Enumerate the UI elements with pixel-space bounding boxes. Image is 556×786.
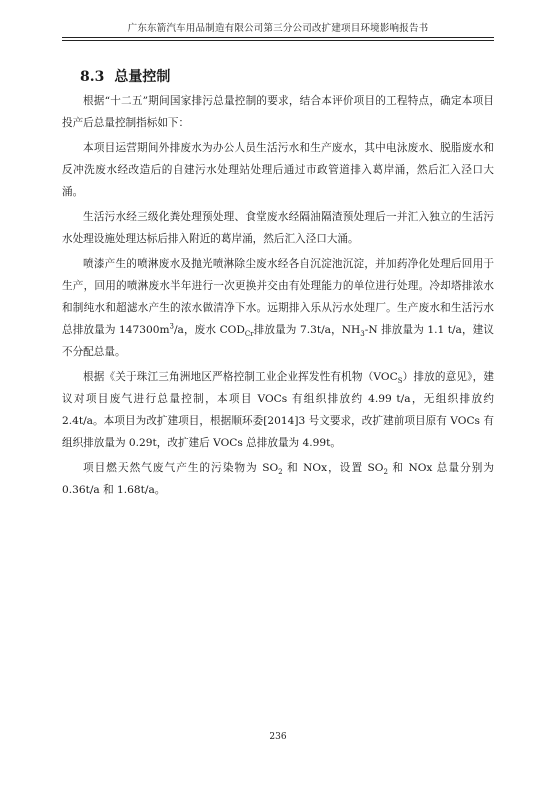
section-number: 8.3 bbox=[80, 69, 105, 85]
paragraph-5 bbox=[62, 366, 494, 454]
paragraph-2: 本项目运营期间外排废水为办公人员生活污水和生产废水，其中电泳废水、脱脂废水和反冲洗废水经改造后的自建污水处理站处理后通过市政管道排入葛岸涌，然后汇入泾口大涌。 bbox=[62, 142, 494, 198]
p4-text-d: -N 排放量为 1.1 t/a，建议不分配总量。 bbox=[62, 324, 494, 358]
p5-text-b: ）排放的意见》，建议对项目废气进行总量控制，本项目 VOCs 有组织排放约 4.99 t/a，无组织排放约 2.4t/a。本项目为改扩建项目，根据顺环委[2014]3 号文要求，改扩建前项目原有 VOCs 有组织排放量为 0.29t，改扩建后 VOCs 总排放量为 4.99t。 bbox=[62, 371, 494, 449]
p5-sub-s: S bbox=[397, 377, 403, 386]
paragraph-6 bbox=[62, 457, 494, 501]
p4-sub-3: 3 bbox=[360, 330, 365, 339]
paragraph-1: 根据“十二五”期间国家排污总量控制的要求，结合本评价项目的工程特点，确定本项目投产后总量控制指标如下： bbox=[62, 95, 494, 129]
p6-text-c: 和 NOx 总量分别为 0.36t/a 和 1.68t/a。 bbox=[62, 462, 495, 496]
p4-text-b: /a，废水 COD bbox=[173, 324, 245, 336]
paragraph-3: 生活污水经三级化粪处理预处理、食堂废水经隔油隔渣预处理后一并汇入独立的生活污水处理设施处理达标后排入附近的葛岸涌，然后汇入泾口大涌。 bbox=[62, 211, 494, 245]
p6-sub-2a: 2 bbox=[278, 468, 283, 477]
section-heading bbox=[80, 66, 170, 86]
paragraph-4 bbox=[62, 253, 494, 363]
p4-sub-cr: Cr bbox=[244, 330, 254, 339]
section-title-text: 总量控制 bbox=[114, 69, 171, 85]
p4-text-a: 喷漆产生的喷淋废水及抛光喷淋除尘废水经各自沉淀池沉淀，并加药净化处理后回用于生产，回用的喷淋废水半年进行一次更换并交由有处理能力的单位进行处理。冷却塔排浓水和制纯水和超滤水产生的浓水做清净下水。远期排入乐从污水处理厂。生产废水和生活污水总排放量为 147300m bbox=[62, 258, 494, 336]
p5-text-a: 根据《关于珠江三角洲地区严格控制工业企业挥发性有机物（VOC bbox=[83, 371, 398, 383]
page-number: 236 bbox=[269, 732, 287, 742]
running-header: 广东东箭汽车用品制造有限公司第三分公司改扩建项目环境影响报告书 bbox=[62, 20, 494, 38]
p6-sub-2b: 2 bbox=[383, 468, 388, 477]
p4-text-c: 排放量为 7.3t/a，NH bbox=[253, 324, 361, 336]
p4-sup: 3 bbox=[169, 322, 174, 331]
body-text bbox=[62, 90, 494, 501]
p6-text-a: 项目燃天然气废气产生的污染物为 SO bbox=[83, 462, 279, 474]
p6-text-b: 和 NOx，设置 SO bbox=[282, 462, 384, 474]
